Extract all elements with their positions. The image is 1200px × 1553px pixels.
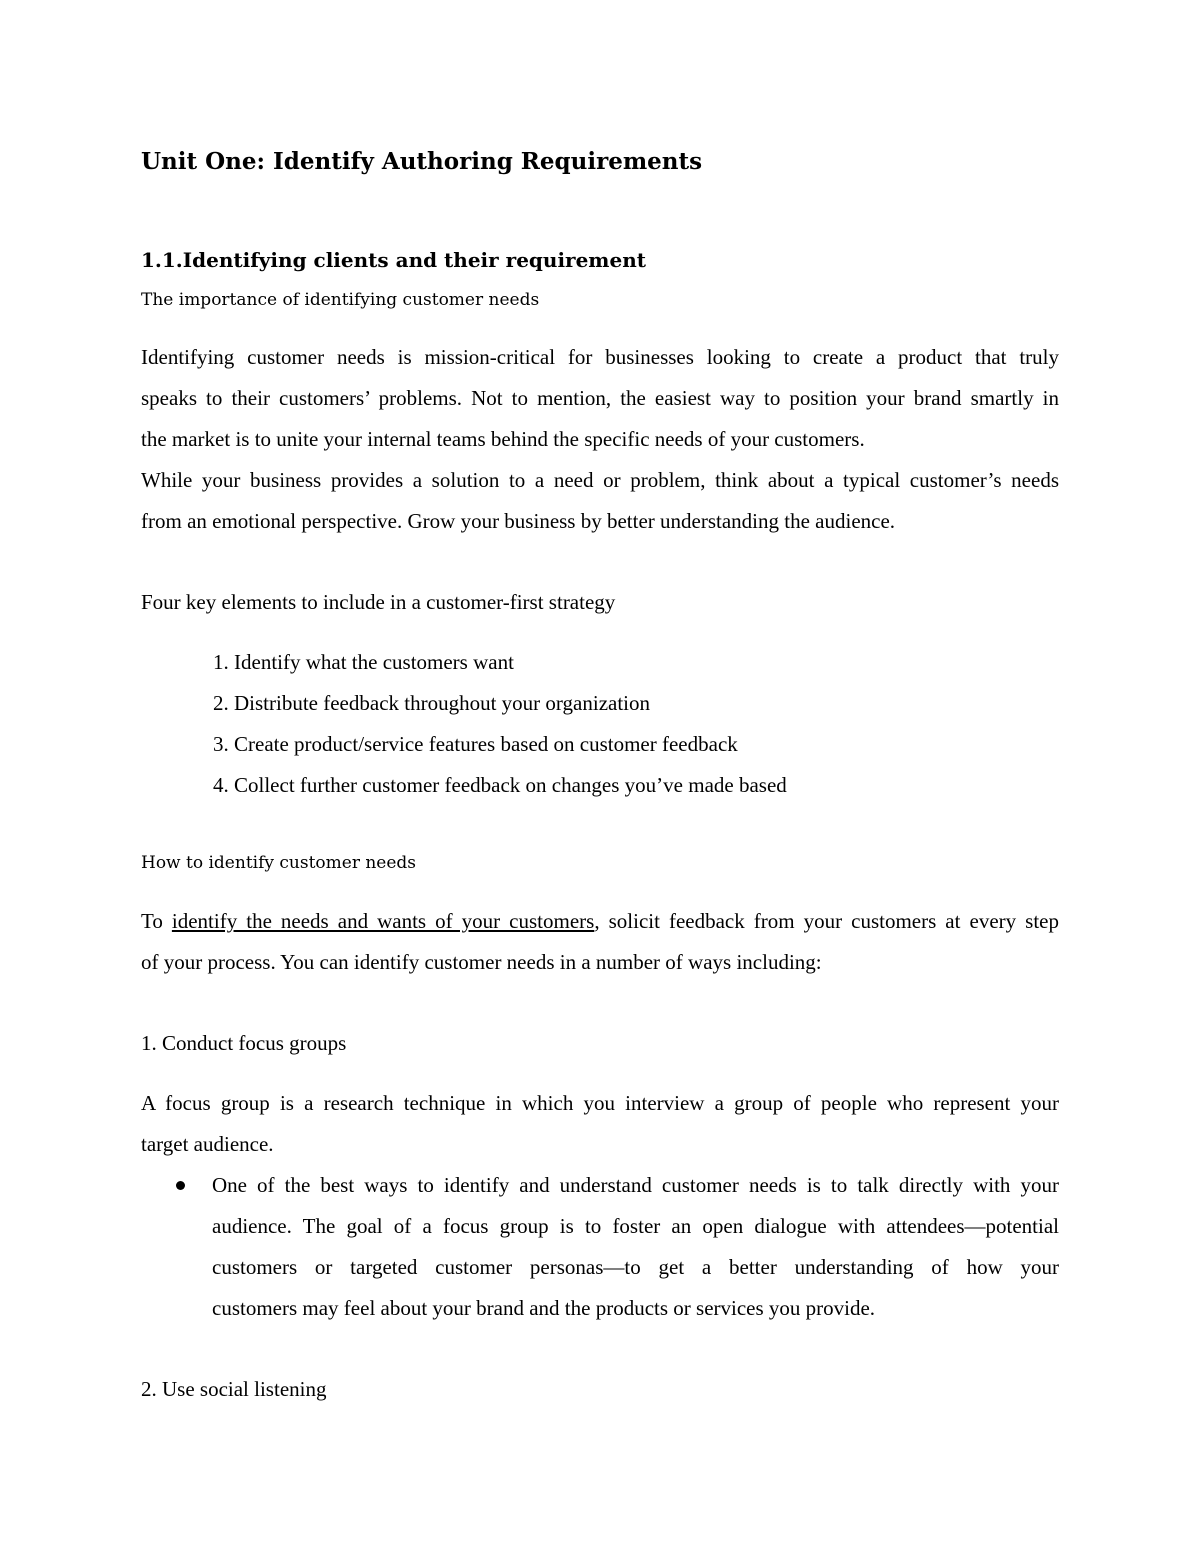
step-heading: 1. Conduct focus groups: [141, 1031, 347, 1055]
paragraph-line: from an emotional perspective. Grow your business by better understanding the audience.: [141, 509, 896, 533]
list-item: 4. Collect further customer feedback on changes you’ve made based: [213, 773, 787, 797]
section-heading: 1.1.Identifying clients and their requirement: [141, 248, 646, 272]
paragraph-line: [141, 909, 1059, 934]
paragraph-text: , solicit feedback from your customers at every step: [594, 909, 1059, 933]
paragraph-line: Identifying customer needs is mission-critical for businesses looking to create a product that truly: [141, 345, 1059, 369]
subheading-importance: The importance of identifying customer needs: [141, 290, 540, 310]
identify-needs-link[interactable]: identify the needs and wants of your customers: [171, 909, 595, 933]
paragraph-text: To: [141, 909, 172, 933]
bullet-line: customers may feel about your brand and the products or services you provide.: [212, 1296, 876, 1320]
paragraph-line: speaks to their customers’ problems. Not to mention, the easiest way to position your brand smartly in: [141, 386, 1059, 410]
paragraph-line: of your process. You can identify customer needs in a number of ways including:: [141, 950, 822, 974]
bullet-line: audience. The goal of a focus group is to foster an open dialogue with attendees—potential: [212, 1214, 1059, 1238]
subheading-how-to: How to identify customer needs: [141, 853, 417, 873]
document-title: Unit One: Identify Authoring Requirements: [141, 148, 703, 175]
step-heading: 2. Use social listening: [141, 1377, 327, 1401]
list-item: 2. Distribute feedback throughout your organization: [213, 691, 651, 715]
paragraph-line: A focus group is a research technique in which you interview a group of people who represent your: [141, 1091, 1059, 1115]
list-intro: Four key elements to include in a customer-first strategy: [141, 590, 616, 614]
paragraph-line: target audience.: [141, 1132, 274, 1156]
list-item: 3. Create product/service features based on customer feedback: [213, 732, 738, 756]
bullet-line: customers or targeted customer personas—to get a better understanding of how your: [212, 1255, 1059, 1279]
paragraph-line: While your business provides a solution to a need or problem, think about a typical customer’s needs: [141, 468, 1059, 492]
paragraph-line: the market is to unite your internal teams behind the specific needs of your customers.: [141, 427, 865, 451]
list-item: 1. Identify what the customers want: [213, 650, 514, 674]
bullet-line: One of the best ways to identify and understand customer needs is to talk directly with your: [212, 1173, 1059, 1197]
bullet-icon: [176, 1181, 185, 1190]
